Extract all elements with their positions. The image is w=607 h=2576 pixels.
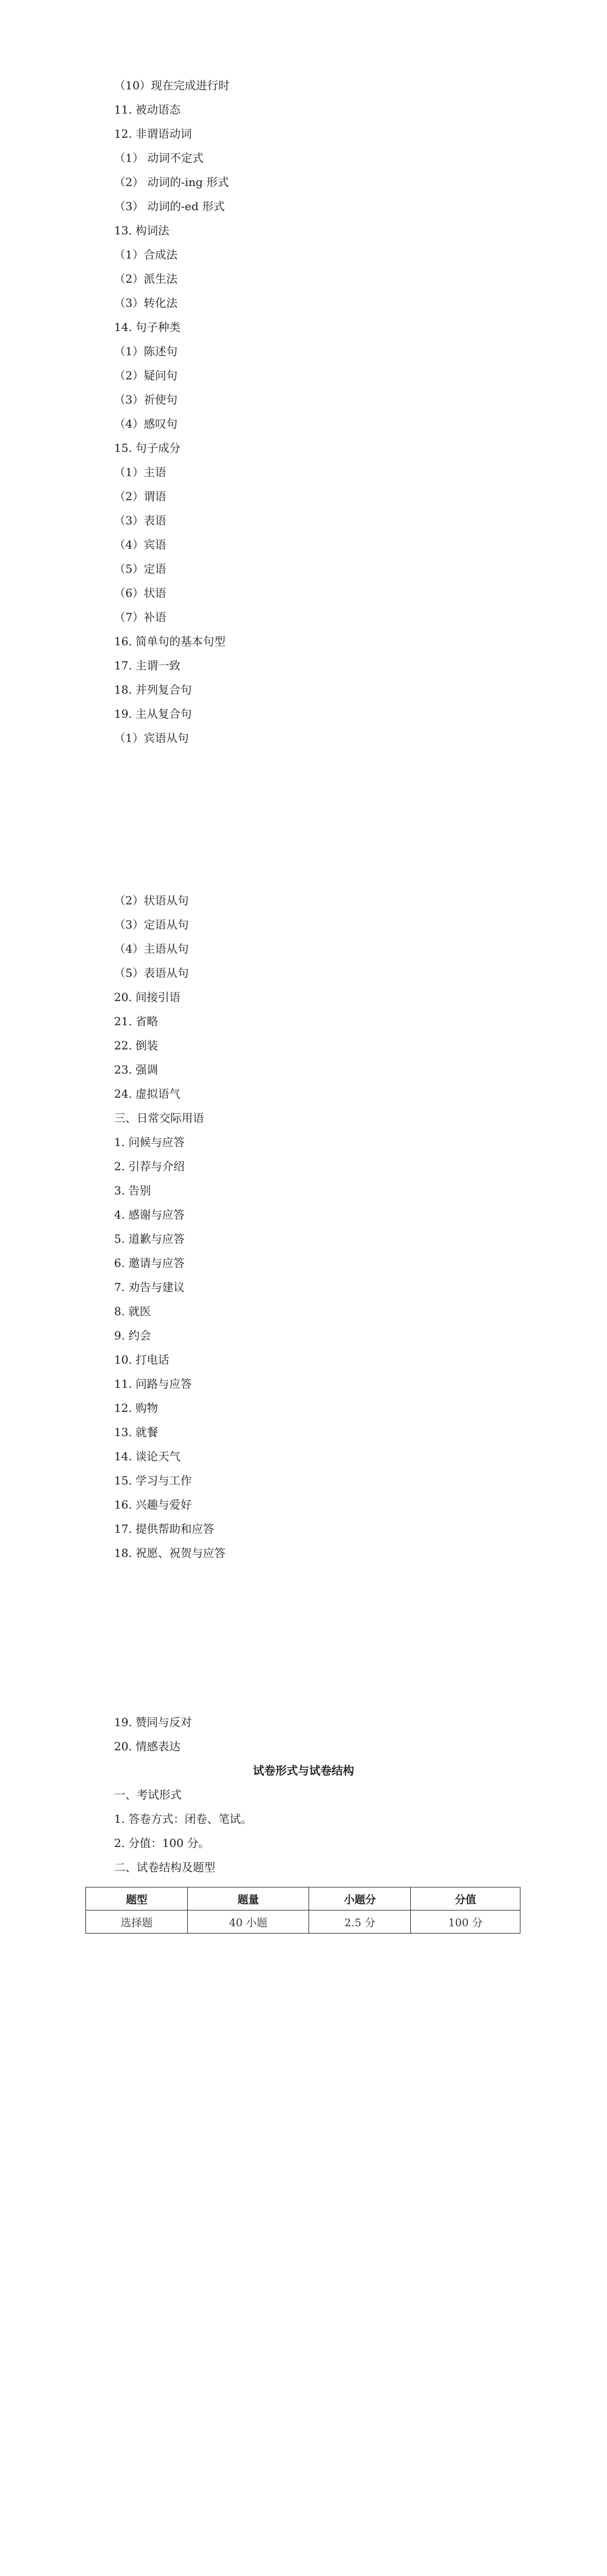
outline-item: 9. 约会 — [114, 1329, 151, 1342]
outline-item: 18. 祝愿、祝贺与应答 — [114, 1546, 226, 1560]
outline-item: （5）表语从句 — [114, 966, 189, 980]
outline-item: 21. 省略 — [114, 1015, 158, 1028]
outline-item: （4）感叹句 — [114, 417, 178, 431]
column-header: 题型 — [86, 1887, 188, 1911]
outline-item: 5. 道歉与应答 — [114, 1232, 185, 1246]
outline-item: 8. 就医 — [114, 1305, 151, 1318]
outline-item: （2）状语从句 — [114, 894, 189, 907]
outline-item: （3）表语 — [114, 514, 166, 527]
outline-item: 24. 虚拟语气 — [114, 1087, 181, 1101]
outline-item: 23. 强调 — [114, 1063, 158, 1076]
outline-item: （1）主语 — [114, 465, 166, 479]
outline-item: 19. 主从复合句 — [114, 707, 192, 721]
outline-item: 10. 打电话 — [114, 1353, 170, 1366]
outline-item: 2. 分值：100 分。 — [114, 1836, 210, 1850]
outline-item: 2. 引荐与介绍 — [114, 1160, 185, 1173]
outline-item: 18. 并列复合句 — [114, 683, 192, 696]
outline-item: （3） 动词的-ed 形式 — [114, 200, 225, 213]
outline-item: 12. 购物 — [114, 1401, 158, 1415]
column-header: 题量 — [188, 1887, 309, 1911]
table-row — [86, 1911, 520, 1934]
outline-item: （4）宾语 — [114, 538, 166, 551]
outline-item: 16. 简单句的基本句型 — [114, 635, 226, 648]
outline-item: 14. 谈论天气 — [114, 1450, 181, 1463]
outline-item: （6）状语 — [114, 586, 166, 600]
outline-item: （4）主语从句 — [114, 942, 189, 956]
outline-item: （1）合成法 — [114, 248, 178, 261]
outline-item: （1） 动词不定式 — [114, 151, 204, 165]
outline-item: 17. 主谓一致 — [114, 659, 181, 672]
outline-item: （2） 动词的-ing 形式 — [114, 175, 229, 189]
outline-item: （7）补语 — [114, 610, 166, 624]
outline-item: 19. 赞同与反对 — [114, 1715, 192, 1729]
outline-item: 15. 句子成分 — [114, 441, 181, 455]
section-heading: 三、日常交际用语 — [114, 1111, 204, 1125]
outline-item: 1. 问候与应答 — [114, 1135, 185, 1149]
outline-item: 17. 提供帮助和应答 — [114, 1522, 215, 1536]
outline-item: （2）疑问句 — [114, 369, 178, 382]
outline-item: （3）定语从句 — [114, 918, 189, 931]
outline-item: （3）转化法 — [114, 296, 178, 310]
outline-item: 22. 倒装 — [114, 1039, 158, 1052]
outline-item: 12. 非谓语动词 — [114, 127, 192, 141]
section-heading: 一、考试形式 — [114, 1788, 182, 1801]
outline-item: 20. 情感表达 — [114, 1740, 181, 1753]
outline-item: 7. 劝告与建议 — [114, 1280, 185, 1294]
outline-item: 1. 答卷方式：闭卷、笔试。 — [114, 1812, 252, 1826]
outline-item: 11. 被动语态 — [114, 103, 181, 116]
outline-item: （5）定语 — [114, 562, 166, 576]
table-cell: 40 小题 — [188, 1911, 309, 1934]
outline-item: （2）派生法 — [114, 272, 178, 286]
page-title: 试卷形式与试卷结构 — [253, 1764, 354, 1777]
outline-item: 6. 邀请与应答 — [114, 1256, 185, 1270]
table-cell: 2.5 分 — [309, 1911, 411, 1934]
outline-item: 14. 句子种类 — [114, 320, 181, 334]
table-cell: 100 分 — [411, 1911, 520, 1934]
outline-item: 20. 间接引语 — [114, 990, 181, 1004]
table-header-row — [86, 1887, 520, 1911]
outline-item: 11. 问路与应答 — [114, 1377, 192, 1391]
outline-item: 13. 构词法 — [114, 224, 170, 237]
column-header: 分值 — [411, 1887, 520, 1911]
outline-item: 3. 告别 — [114, 1184, 151, 1197]
outline-item: （3）祈使句 — [114, 393, 178, 406]
table-cell: 选择题 — [86, 1911, 188, 1934]
outline-item: （1）宾语从句 — [114, 731, 189, 745]
outline-item: 13. 就餐 — [114, 1425, 158, 1439]
outline-item: 15. 学习与工作 — [114, 1474, 192, 1487]
outline-item: 4. 感谢与应答 — [114, 1208, 185, 1221]
outline-item: （1）陈述句 — [114, 345, 178, 358]
column-header: 小题分 — [309, 1887, 411, 1911]
outline-item: （2）谓语 — [114, 490, 166, 503]
outline-item: （10）现在完成进行时 — [114, 79, 230, 92]
section-heading: 二、试卷结构及题型 — [114, 1860, 215, 1874]
outline-item: 16. 兴趣与爱好 — [114, 1498, 192, 1511]
exam-structure-table — [85, 1887, 520, 1934]
